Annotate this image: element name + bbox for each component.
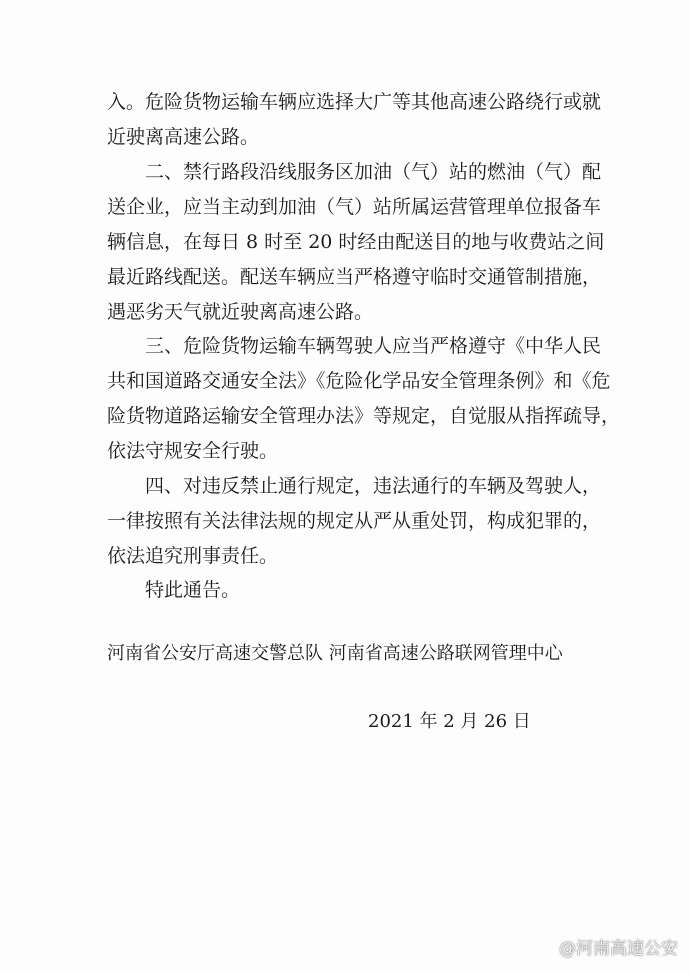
closing-line: 特此通告。 — [145, 579, 241, 601]
body-line: 近驶离高速公路。 — [107, 126, 260, 148]
watermark — [531, 934, 678, 959]
body-line: 入。危险货物运输车辆应选择大广等其他高速公路绕行或就 — [107, 91, 602, 113]
weibo-icon — [531, 934, 555, 959]
issue-date: 2021 年 2 月 26 日 — [368, 711, 531, 732]
watermark-text: @河南高速公安 — [559, 939, 678, 959]
body-line: 送企业，应当主动到加油（气）站所属运营管理单位报备车 — [107, 196, 602, 218]
body-line: 遇恶劣天气就近驶离高速公路。 — [107, 301, 374, 323]
body-line: 险货物道路运输安全管理办法》等规定，自觉服从指挥疏导， — [107, 405, 621, 427]
issuer-signature: 河南省公安厅高速交警总队 河南省高速公路联网管理中心 — [107, 643, 563, 664]
body-line: 辆信息，在每日 8 时至 20 时经由配送目的地与收费站之间 — [107, 231, 605, 253]
body-line: 最近路线配送。配送车辆应当严格遵守临时交通管制措施， — [107, 266, 602, 288]
body-line: 共和国道路交通安全法》《危险化学品安全管理条例》和《危 — [107, 370, 611, 392]
body-line: 依法守规安全行驶。 — [107, 440, 279, 462]
paragraph-4-line: 四、对违反禁止通行规定，违法通行的车辆及驾驶人， — [145, 475, 602, 497]
paragraph-3-line: 三、危险货物运输车辆驾驶人应当严格遵守《中华人民 — [145, 335, 602, 357]
body-line: 一律按照有关法律法规的规定从严从重处罚，构成犯罪的， — [107, 510, 602, 532]
body-line: 依法追究刑事责任。 — [107, 545, 279, 567]
paragraph-2-line: 二、禁行路段沿线服务区加油（气）站的燃油（气）配 — [145, 161, 602, 183]
